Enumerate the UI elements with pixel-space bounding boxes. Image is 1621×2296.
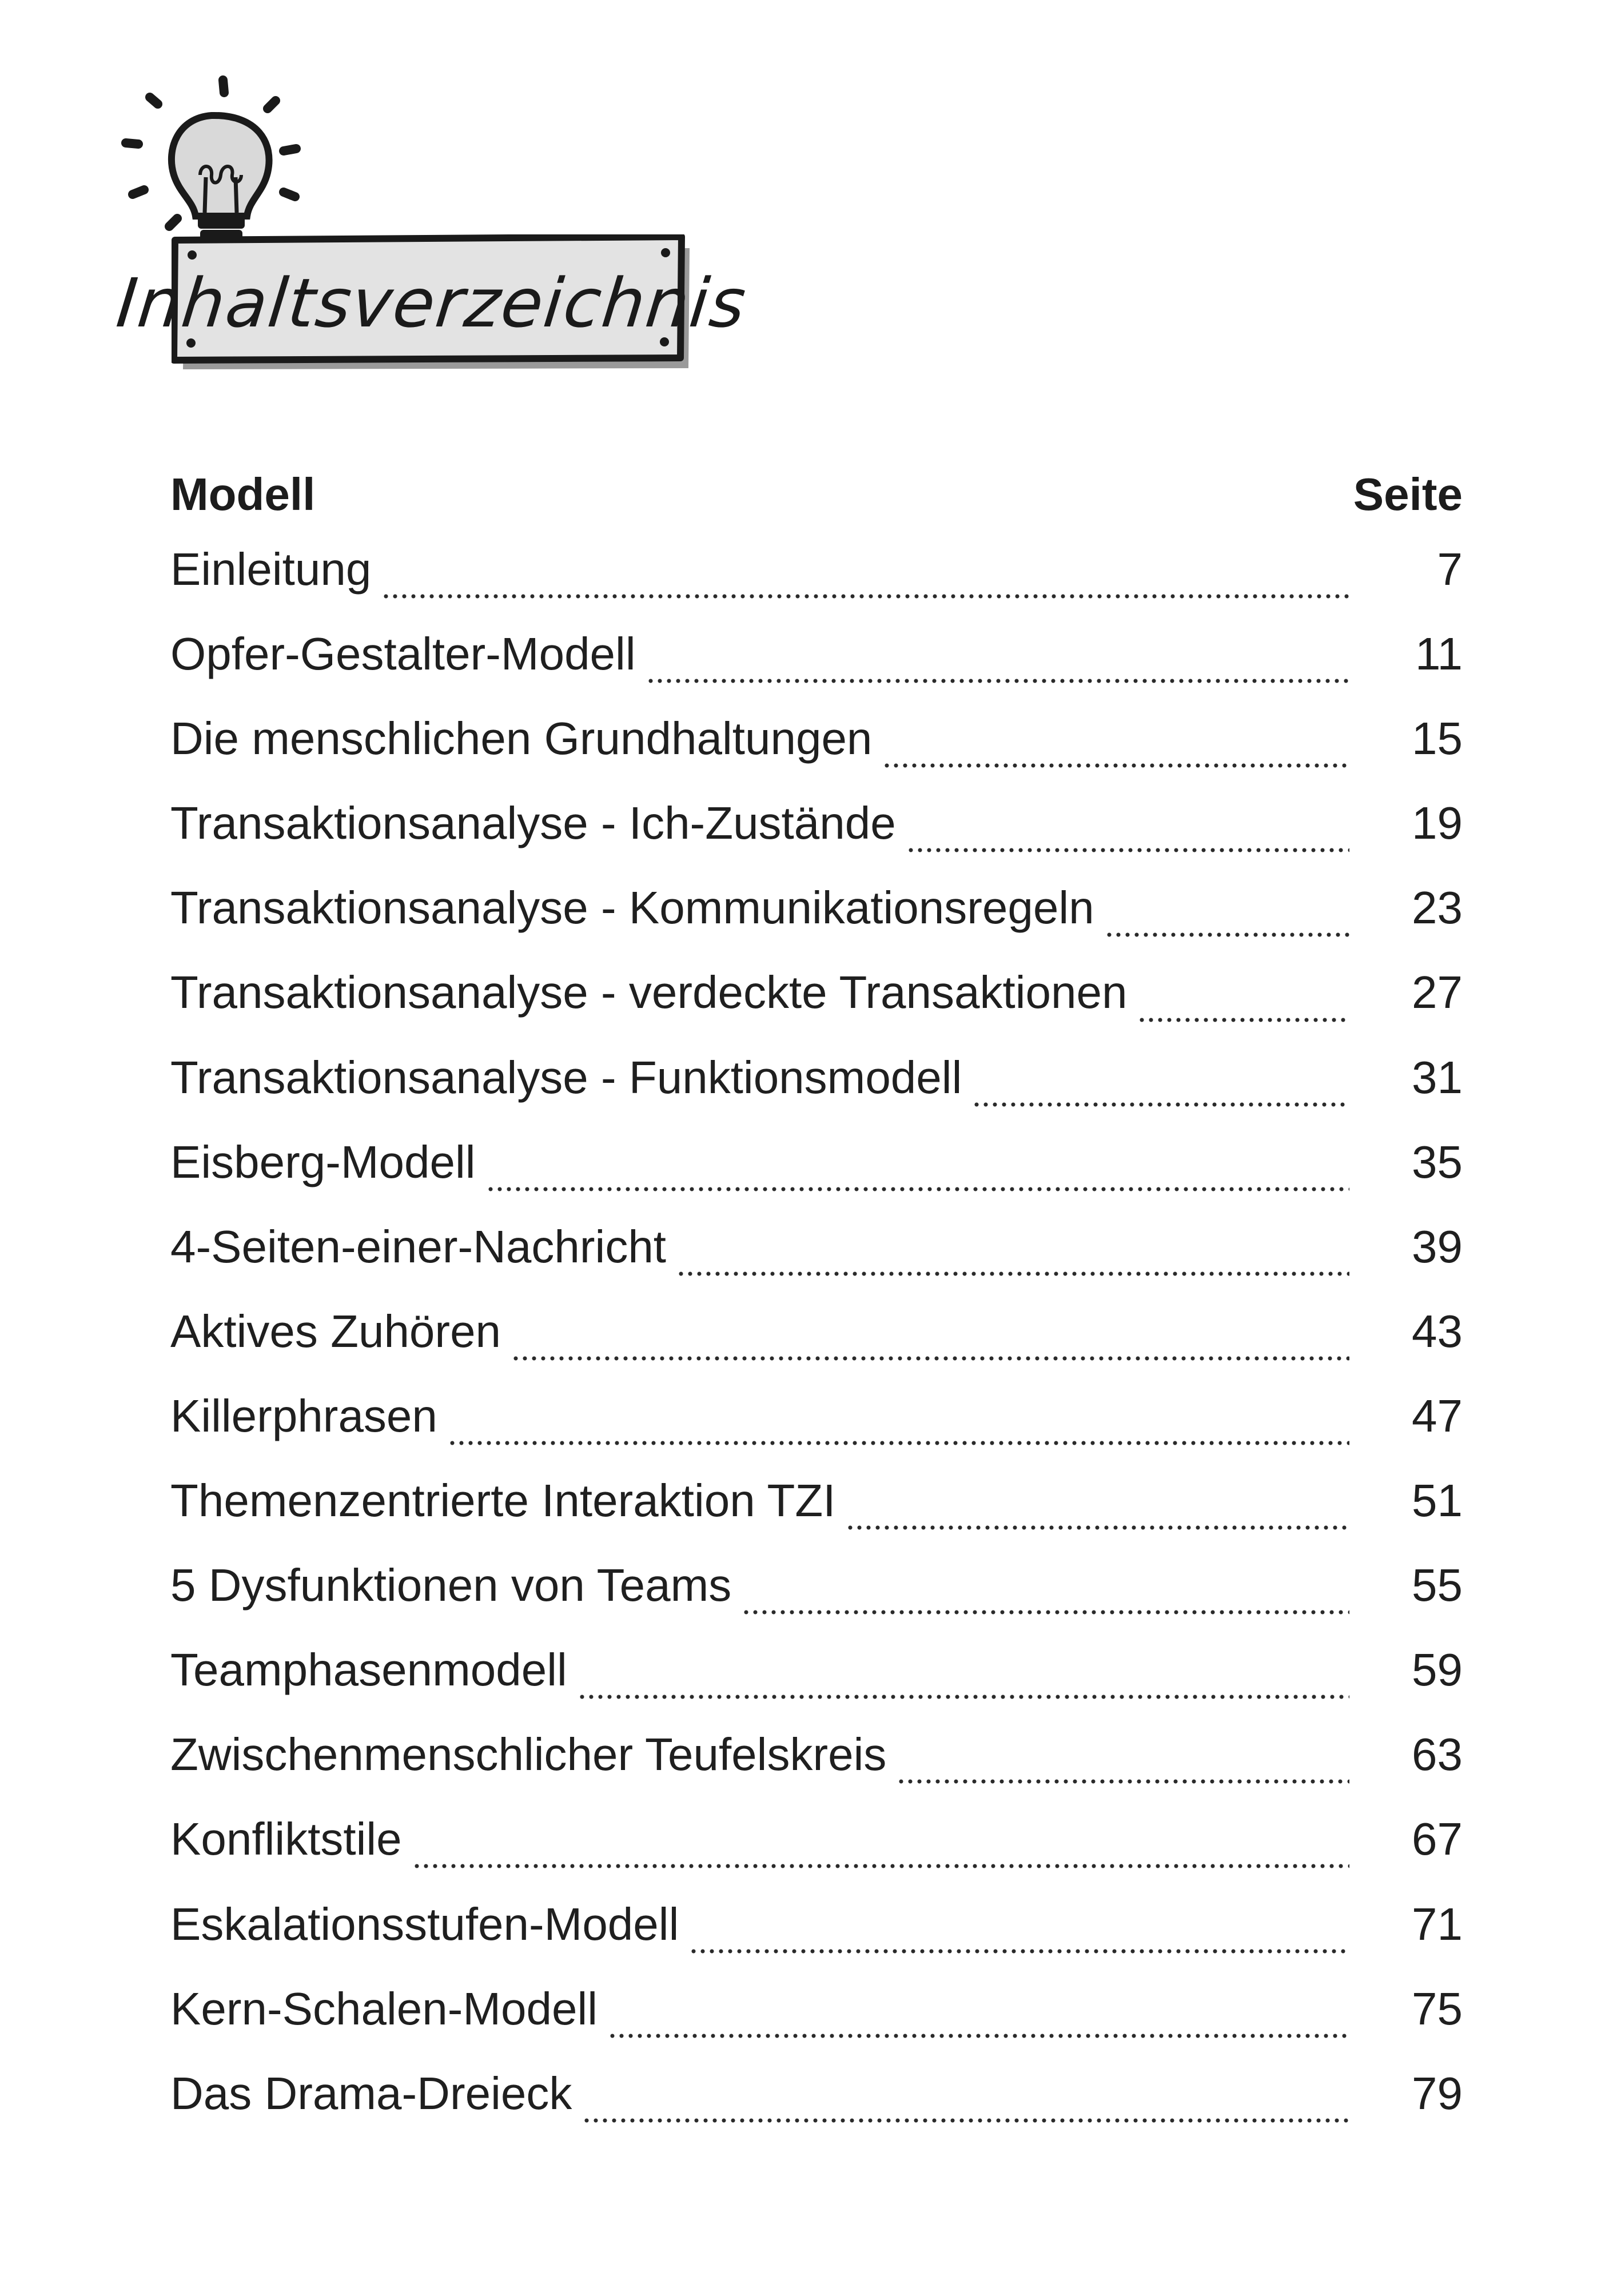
- dot-leader: [412, 1863, 1349, 1870]
- dot-leader: [486, 1186, 1349, 1193]
- dot-leader: [846, 1524, 1349, 1531]
- dot-leader: [577, 1693, 1349, 1700]
- toc-entry-label: Transaktionsanalyse - verdeckte Transaktionen: [170, 967, 1128, 1018]
- toc-entry-label: Transaktionsanalyse - Funktionsmodell: [170, 1051, 962, 1103]
- dot-leader: [646, 677, 1349, 684]
- dot-leader: [448, 1440, 1349, 1446]
- toc-entry[interactable]: [170, 1305, 1463, 1390]
- toc-entry-page: 15: [1412, 713, 1463, 764]
- toc-entry[interactable]: [170, 1813, 1463, 1898]
- toc-entry[interactable]: [170, 1728, 1463, 1813]
- page-header: [113, 63, 751, 383]
- toc-entry[interactable]: [170, 1983, 1463, 2067]
- toc-entry[interactable]: [170, 1559, 1463, 1644]
- toc-entry-label: Transaktionsanalyse - Kommunikationsregeln: [170, 882, 1094, 934]
- toc-entry[interactable]: [170, 1136, 1463, 1221]
- toc-entry-label: Opfer-Gestalter-Modell: [170, 628, 636, 680]
- toc-entry-page: 31: [1412, 1051, 1463, 1103]
- toc-entry-label: Eskalationsstufen-Modell: [170, 1898, 679, 1950]
- toc-entry-page: 23: [1412, 882, 1463, 934]
- toc-entry-page: 51: [1412, 1475, 1463, 1526]
- toc-entry[interactable]: [170, 2067, 1463, 2152]
- toc-entry[interactable]: [170, 1898, 1463, 1983]
- dot-leader: [689, 1948, 1349, 1955]
- toc-entry-label: Teamphasenmodell: [170, 1644, 567, 1696]
- dot-leader: [1105, 931, 1349, 938]
- toc-entry-page: 27: [1412, 967, 1463, 1018]
- toc-entry-page: 71: [1412, 1898, 1463, 1950]
- page-title: Inhaltsverzeichnis: [113, 264, 751, 342]
- toc-entry-page: 63: [1412, 1729, 1463, 1780]
- toc-entry[interactable]: [170, 797, 1463, 882]
- toc-entry-label: Aktives Zuhören: [170, 1305, 501, 1357]
- toc-entry-page: 35: [1412, 1136, 1463, 1187]
- toc-entry-page: 59: [1412, 1644, 1463, 1696]
- toc-entry-page: 11: [1415, 628, 1463, 680]
- dot-leader: [608, 2032, 1349, 2039]
- toc-entry-page: 7: [1437, 544, 1463, 595]
- dot-leader: [906, 847, 1349, 854]
- toc-entry-label: Killerphrasen: [170, 1390, 437, 1441]
- dot-leader: [1137, 1017, 1349, 1023]
- dot-leader: [676, 1270, 1349, 1277]
- column-header-page: Seite: [1353, 469, 1463, 520]
- toc-entry-page: 43: [1412, 1305, 1463, 1357]
- toc-entry[interactable]: [170, 712, 1463, 797]
- toc-entry[interactable]: [170, 1474, 1463, 1559]
- toc-entry-label: 5 Dysfunktionen von Teams: [170, 1560, 732, 1611]
- toc-entry[interactable]: [170, 882, 1463, 966]
- toc-entry[interactable]: [170, 1644, 1463, 1728]
- dot-leader: [882, 762, 1349, 769]
- toc-entry-page: 67: [1412, 1813, 1463, 1865]
- dot-leader: [381, 593, 1349, 600]
- toc-entry-label: Einleitung: [170, 544, 372, 595]
- toc-entry-label: Transaktionsanalyse - Ich-Zustände: [170, 798, 896, 849]
- toc-entry-label: 4-Seiten-einer-Nachricht: [170, 1221, 667, 1272]
- toc-entry[interactable]: [170, 543, 1463, 628]
- toc-entry-label: Die menschlichen Grundhaltungen: [170, 713, 873, 764]
- toc-entry-page: 75: [1412, 1983, 1463, 2034]
- toc-entry[interactable]: [170, 966, 1463, 1051]
- dot-leader: [897, 1778, 1349, 1785]
- toc-entry-label: Zwischenmenschlicher Teufelskreis: [170, 1729, 887, 1780]
- table-of-contents: [170, 446, 1463, 2152]
- toc-entry-page: 55: [1412, 1560, 1463, 1611]
- dot-leader: [582, 2117, 1349, 2124]
- toc-entry-page: 39: [1412, 1221, 1463, 1272]
- toc-entry[interactable]: [170, 1051, 1463, 1136]
- toc-entry-page: 19: [1412, 798, 1463, 849]
- dot-leader: [972, 1101, 1349, 1108]
- toc-entry-page: 47: [1412, 1390, 1463, 1441]
- toc-entry[interactable]: [170, 1390, 1463, 1474]
- toc-entry[interactable]: [170, 628, 1463, 712]
- toc-entry-page: 79: [1412, 2067, 1463, 2119]
- toc-entry-label: Konfliktstile: [170, 1813, 402, 1865]
- toc-header: [170, 446, 1463, 543]
- column-header-model: Modell: [170, 469, 316, 520]
- toc-entry-label: Themenzentrierte Interaktion TZI: [170, 1475, 836, 1526]
- dot-leader: [742, 1609, 1349, 1616]
- toc-entry-label: Das Drama-Dreieck: [170, 2067, 572, 2119]
- title-plate: [113, 234, 751, 372]
- toc-entry-label: Eisberg-Modell: [170, 1136, 476, 1187]
- toc-entry-label: Kern-Schalen-Modell: [170, 1983, 598, 2034]
- dot-leader: [511, 1355, 1349, 1362]
- toc-entry[interactable]: [170, 1221, 1463, 1305]
